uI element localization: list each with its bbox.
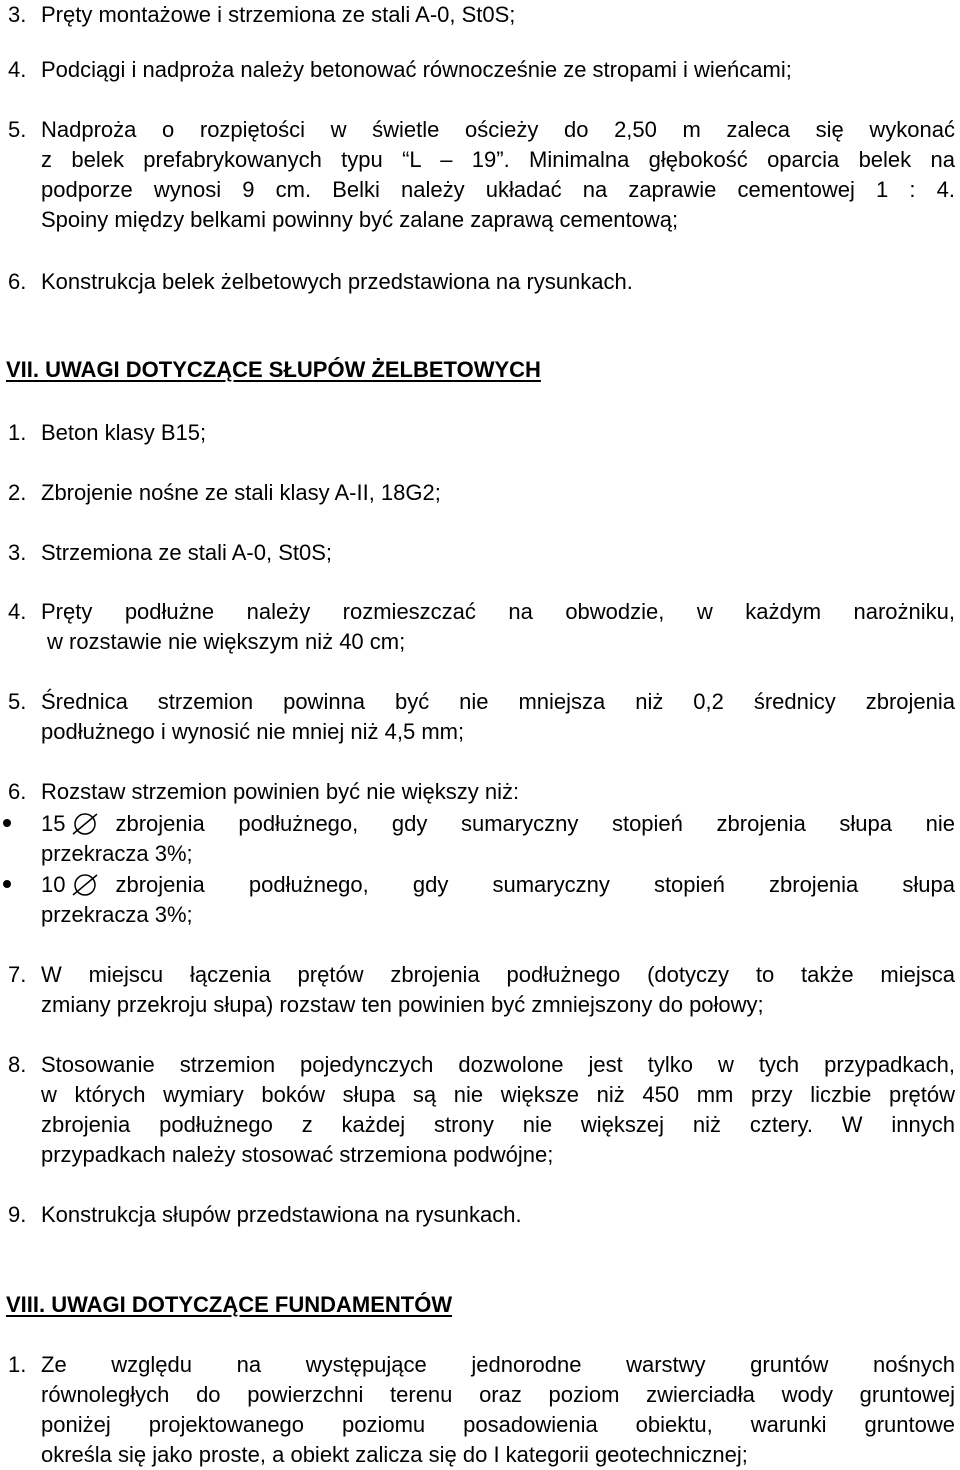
item-number: 6. xyxy=(8,779,27,804)
item-text-line: określa się jako proste, a obiekt zalicza się do I kategorii geotechnicznej; xyxy=(41,1442,748,1467)
item-number: 4. xyxy=(8,57,27,82)
bullet-value: 10 xyxy=(41,872,66,897)
item-text-line: przypadkach należy stosować strzemiona podwójne; xyxy=(41,1142,554,1167)
bullet-line xyxy=(41,870,955,900)
section-heading: VIII. UWAGI DOTYCZĄCE FUNDAMENTÓW xyxy=(6,1292,453,1317)
bullet-text: zbrojenia podłużnego, gdy sumaryczny stopień zbrojenia słupa xyxy=(115,872,955,897)
item-number: 3. xyxy=(8,540,27,565)
item-number: 3. xyxy=(8,2,27,27)
item-number: 5. xyxy=(8,117,27,142)
item-text-line: podłużnego i wynosić nie mniej niż 4,5 mm; xyxy=(41,719,465,744)
item-number: 9. xyxy=(8,1202,27,1227)
item-text: Konstrukcja belek żelbetowych przedstawiona na rysunkach. xyxy=(41,269,633,294)
item-number: 5. xyxy=(8,689,27,714)
item-text-line: zmiany przekroju słupa) rozstaw ten powinien być zmniejszony do połowy; xyxy=(41,992,764,1017)
item-number: 8. xyxy=(8,1052,27,1077)
item-text: Rozstaw strzemion powinien być nie większy niż: xyxy=(41,779,520,804)
item-text-line: Pręty podłużne należy rozmieszczać na obwodzie, w każdym narożniku, xyxy=(41,599,955,624)
bullet-icon xyxy=(3,819,11,827)
item-text: Beton klasy B15; xyxy=(41,420,207,445)
item-text: Podciągi i nadproża należy betonować równocześnie ze stropami i wieńcami; xyxy=(41,57,792,82)
item-text-line: z belek prefabrykowanych typu “L – 19”. Minimalna głębokość oparcia belek na xyxy=(41,147,955,172)
item-text-line: W miejscu łączenia prętów zbrojenia podłużnego (dotyczy to także miejsca xyxy=(41,962,955,987)
diameter-icon xyxy=(65,812,105,836)
item-text: Zbrojenie nośne ze stali klasy A-II, 18G2; xyxy=(41,480,441,505)
diameter-icon xyxy=(65,873,105,897)
item-number: 2. xyxy=(8,480,27,505)
item-number: 4. xyxy=(8,599,27,624)
bullet-text-line: przekracza 3%; xyxy=(41,902,193,927)
item-text-line: w rozstawie nie większym niż 40 cm; xyxy=(47,629,406,654)
item-text: Pręty montażowe i strzemiona ze stali A-0, St0S; xyxy=(41,2,516,27)
item-text-line: Ze względu na występujące jednorodne warstwy gruntów nośnych xyxy=(41,1352,955,1377)
bullet-icon xyxy=(3,880,11,888)
item-text-line: podporze wynosi 9 cm. Belki należy układać na zaprawie cementowej 1 : 4. xyxy=(41,177,955,202)
item-text-line: Średnica strzemion powinna być nie mniejsza niż 0,2 średnicy zbrojenia xyxy=(41,689,955,714)
item-text-line: Stosowanie strzemion pojedynczych dozwolone jest tylko w tych przypadkach, xyxy=(41,1052,955,1077)
item-number: 1. xyxy=(8,420,27,445)
item-number: 6. xyxy=(8,269,27,294)
section-heading: VII. UWAGI DOTYCZĄCE SŁUPÓW ŻELBETOWYCH xyxy=(6,357,541,382)
bullet-text-line: przekracza 3%; xyxy=(41,841,193,866)
bullet-text: zbrojenia podłużnego, gdy sumaryczny stopień zbrojenia słupa nie xyxy=(115,811,955,836)
item-text: Konstrukcja słupów przedstawiona na rysunkach. xyxy=(41,1202,522,1227)
bullet-line xyxy=(41,809,955,839)
item-text-line: Spoiny między belkami powinny być zalane zaprawą cementową; xyxy=(41,207,679,232)
item-text-line: równoległych do powierzchni terenu oraz poziom zwierciadła wody gruntowej xyxy=(41,1382,955,1407)
item-text-line: zbrojenia podłużnego z każdej strony nie większej niż cztery. W innych xyxy=(41,1112,955,1137)
item-number: 7. xyxy=(8,962,27,987)
item-text-line: Nadproża o rozpiętości w świetle ościeży do 2,50 m zaleca się wykonać xyxy=(41,117,955,142)
item-number: 1. xyxy=(8,1352,27,1377)
item-text-line: poniżej projektowanego poziomu posadowienia obiektu, warunki gruntowe xyxy=(41,1412,955,1437)
item-text-line: w których wymiary boków słupa są nie większe niż 450 mm przy liczbie prętów xyxy=(41,1082,955,1107)
item-text: Strzemiona ze stali A-0, St0S; xyxy=(41,540,333,565)
bullet-value: 15 xyxy=(41,811,66,836)
